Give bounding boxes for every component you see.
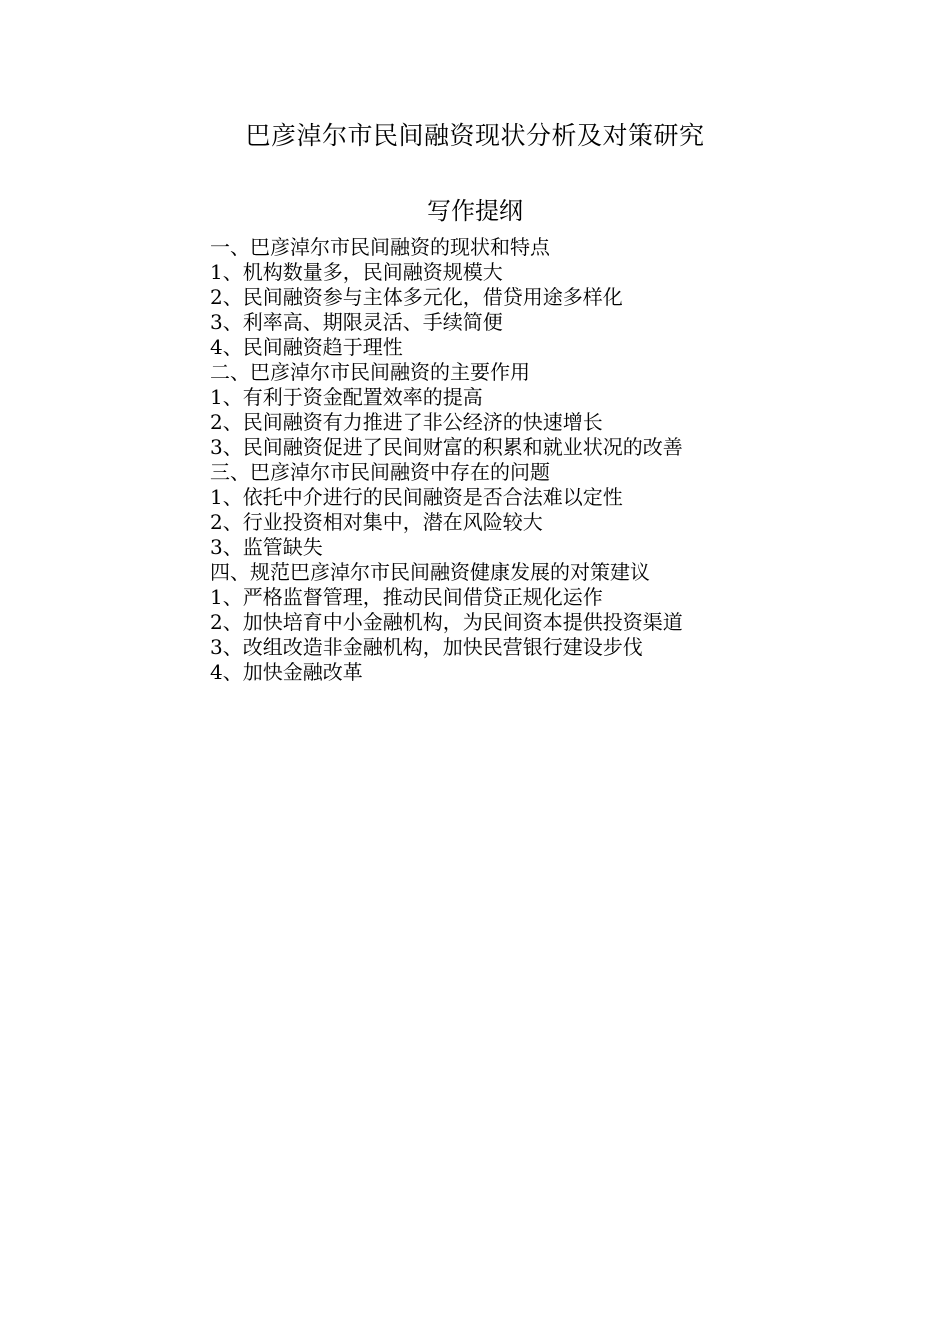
- outline-section-2: 二、巴彦淖尔市民间融资的主要作用: [210, 360, 530, 384]
- outline-section-1: 一、巴彦淖尔市民间融资的现状和特点: [210, 235, 550, 259]
- document-title: 巴彦淖尔市民间融资现状分析及对策研究: [245, 121, 705, 150]
- outline-item: 2、行业投资相对集中，潜在风险较大: [210, 510, 543, 534]
- outline-item: 3、民间融资促进了民间财富的积累和就业状况的改善: [210, 435, 683, 459]
- outline-section-4: 四、规范巴彦淖尔市民间融资健康发展的对策建议: [210, 560, 650, 584]
- outline-section-3: 三、巴彦淖尔市民间融资中存在的问题: [210, 460, 550, 484]
- outline-item: 1、机构数量多，民间融资规模大: [210, 260, 503, 284]
- outline-list: [210, 235, 870, 685]
- outline-item: 2、加快培育中小金融机构，为民间资本提供投资渠道: [210, 610, 683, 634]
- outline-item: 3、监管缺失: [210, 535, 323, 559]
- outline-item: 4、民间融资趋于理性: [210, 335, 403, 359]
- outline-item: 2、民间融资参与主体多元化，借贷用途多样化: [210, 285, 623, 309]
- outline-item: 3、改组改造非金融机构，加快民营银行建设步伐: [210, 635, 643, 659]
- outline-item: 2、民间融资有力推进了非公经济的快速增长: [210, 410, 603, 434]
- outline-item: 1、有利于资金配置效率的提高: [210, 385, 483, 409]
- outline-heading: 写作提纲: [427, 197, 523, 225]
- outline-item: 3、利率高、期限灵活、手续简便: [210, 310, 503, 334]
- outline-item: 1、依托中介进行的民间融资是否合法难以定性: [210, 485, 623, 509]
- outline-item: 4、加快金融改革: [210, 660, 363, 684]
- outline-item: 1、严格监督管理，推动民间借贷正规化运作: [210, 585, 603, 609]
